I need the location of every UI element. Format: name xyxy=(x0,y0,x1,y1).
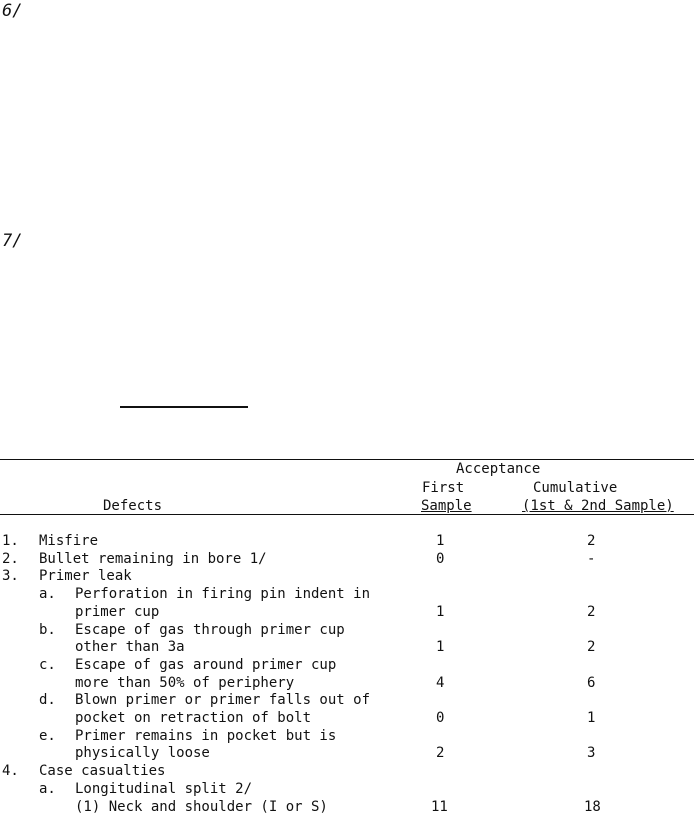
header-bottom-rule xyxy=(0,514,694,515)
table-top-rule xyxy=(0,459,694,460)
row-number: a. xyxy=(39,780,56,797)
cumulative-header-line1: Cumulative xyxy=(533,480,618,496)
row-cumulative: 2 xyxy=(587,639,596,656)
row-number: e. xyxy=(39,727,56,744)
row-cumulative: 2 xyxy=(587,603,596,620)
row-defect-text: (1) Neck and shoulder (I or S) xyxy=(75,798,328,815)
row-defect-text: Primer remains in pocket but is xyxy=(75,727,337,744)
row-defect-text: Case casualties xyxy=(39,763,166,780)
row-number: 1. xyxy=(2,533,19,549)
row-cumulative: 3 xyxy=(587,745,596,762)
row-defect-text: physically loose xyxy=(75,745,210,762)
row-cumulative: - xyxy=(587,550,596,567)
first-header-line1: First xyxy=(422,480,465,496)
row-defect-text: Escape of gas through primer cup xyxy=(75,621,345,638)
row-first-sample: 4 xyxy=(436,674,445,691)
row-number: c. xyxy=(39,656,56,673)
row-number: 2. xyxy=(2,550,19,567)
defects-header: Defects xyxy=(103,498,163,514)
row-defect-text: Misfire xyxy=(39,533,99,549)
row-defect-text: Primer leak xyxy=(39,568,132,585)
row-first-sample: 11 xyxy=(431,798,448,815)
row-defect-text: Bullet remaining in bore 1/ xyxy=(39,550,267,567)
row-defect-text: Longitudinal split 2/ xyxy=(75,780,253,797)
row-number: a. xyxy=(39,586,56,603)
row-defect-text: more than 50% of periphery xyxy=(75,674,295,691)
row-first-sample: 0 xyxy=(436,710,445,726)
footnote-marker-7: 7/ xyxy=(2,231,23,251)
row-defect-text: Escape of gas around primer cup xyxy=(75,656,337,673)
row-defect-text: other than 3a xyxy=(75,639,185,656)
acceptance-header: Acceptance xyxy=(456,461,541,477)
row-first-sample: 1 xyxy=(436,639,445,656)
row-first-sample: 1 xyxy=(436,533,445,549)
cumulative-header-line2: (1st & 2nd Sample) xyxy=(522,498,674,514)
row-cumulative: 1 xyxy=(587,710,596,726)
row-defect-text: Blown primer or primer falls out of xyxy=(75,692,371,709)
row-number: b. xyxy=(39,621,56,638)
section-rule xyxy=(120,406,248,408)
row-number: d. xyxy=(39,692,56,709)
row-number: 3. xyxy=(2,568,19,585)
row-defect-text: primer cup xyxy=(75,603,160,620)
row-first-sample: 0 xyxy=(436,550,445,567)
row-cumulative: 6 xyxy=(587,674,596,691)
row-first-sample: 1 xyxy=(436,603,445,620)
footnote-marker-6: 6/ xyxy=(2,1,23,21)
row-defect-text: pocket on retraction of bolt xyxy=(75,710,312,726)
row-defect-text: Perforation in firing pin indent in xyxy=(75,586,371,603)
row-number: 4. xyxy=(2,763,19,780)
row-cumulative: 2 xyxy=(587,533,596,549)
row-first-sample: 2 xyxy=(436,745,445,762)
row-cumulative: 18 xyxy=(584,798,601,815)
first-header-line2: Sample xyxy=(421,498,472,514)
